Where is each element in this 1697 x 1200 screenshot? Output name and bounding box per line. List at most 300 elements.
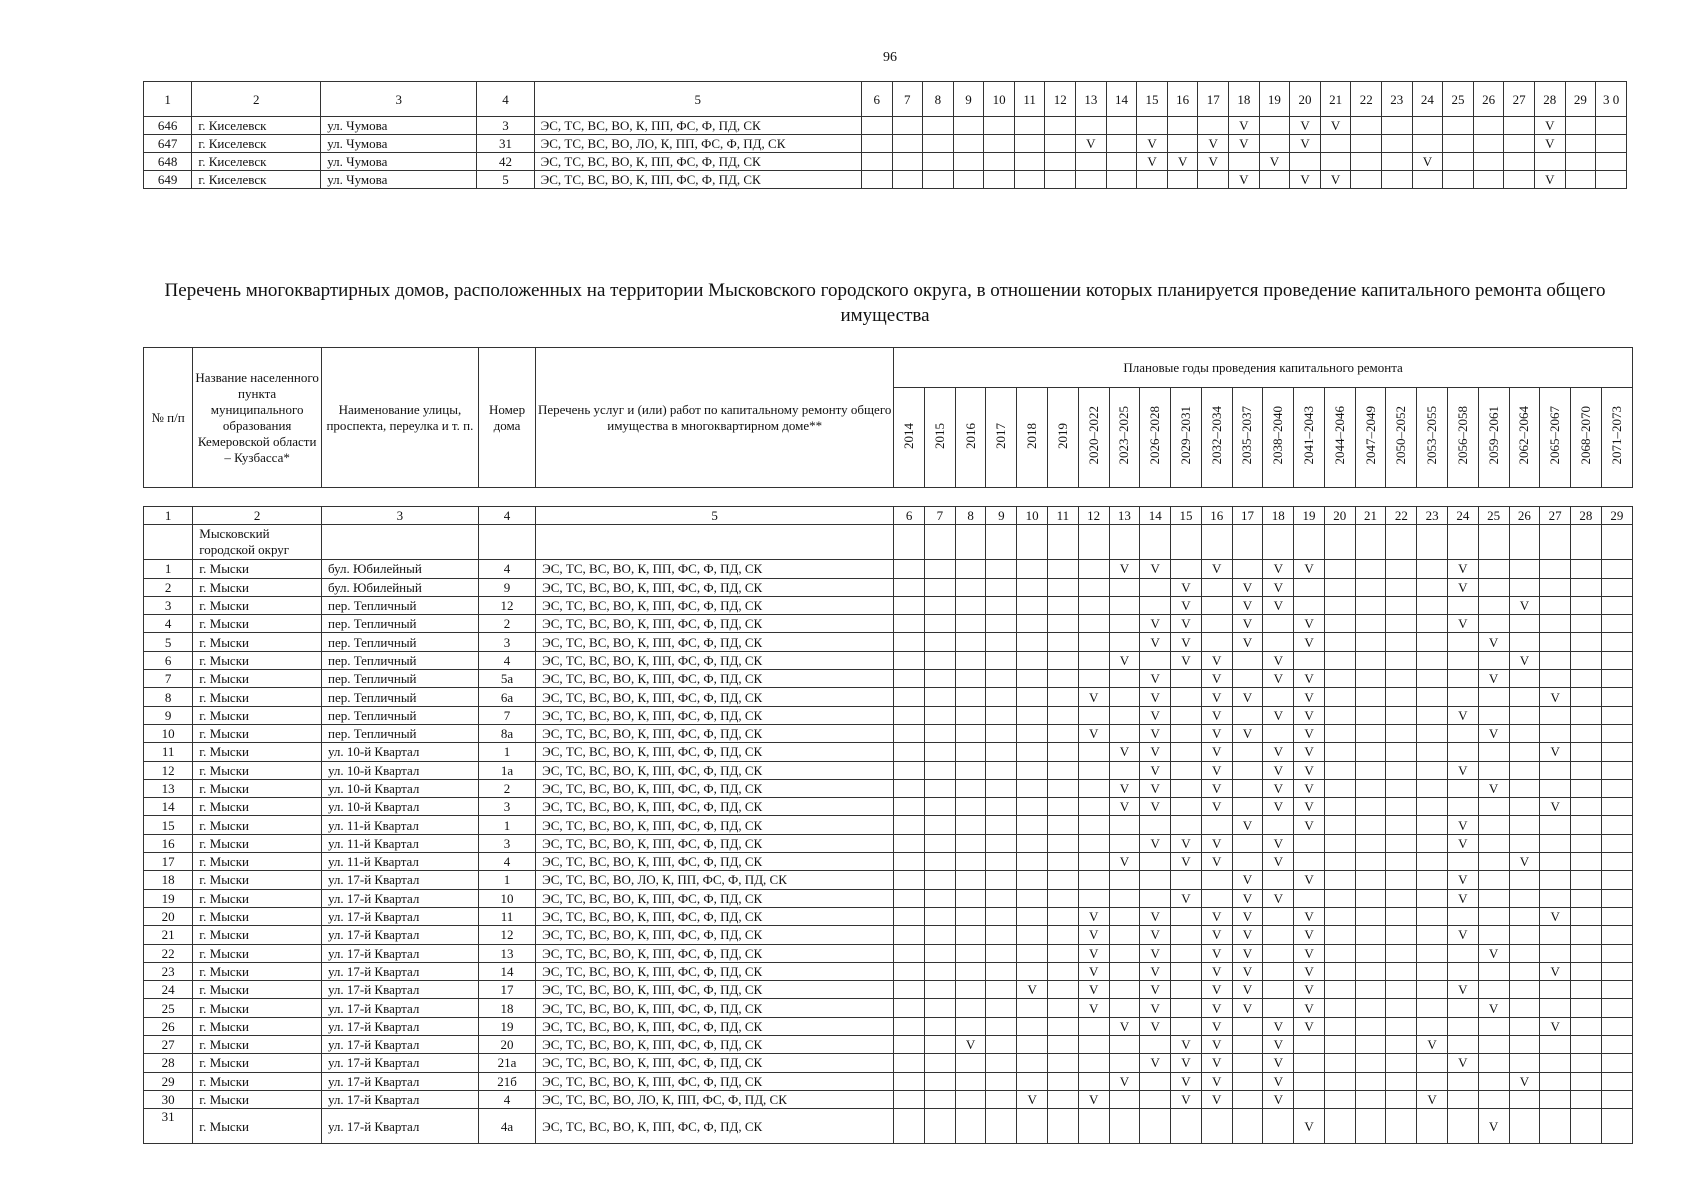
year-cell <box>924 724 955 742</box>
year-cell <box>894 1017 925 1035</box>
year-mark: V <box>1140 944 1171 962</box>
year-cell <box>1417 761 1448 779</box>
row-number: 14 <box>144 798 193 816</box>
year-cell <box>1017 871 1048 889</box>
year-cell <box>1540 779 1571 797</box>
year-cell <box>1232 525 1263 560</box>
city-cell: г. Мыски <box>193 779 322 797</box>
year-cell <box>955 798 986 816</box>
year-cell <box>1386 907 1417 925</box>
year-cell <box>1417 651 1448 669</box>
year-mark: V <box>1198 135 1229 153</box>
table-row <box>144 926 1633 944</box>
year-cell <box>1447 1090 1478 1108</box>
year-cell <box>1601 761 1632 779</box>
year-cell <box>1048 853 1079 871</box>
year-cell <box>953 153 984 171</box>
year-cell <box>1382 153 1413 171</box>
year-cell <box>894 816 925 834</box>
year-mark: V <box>1201 1054 1232 1072</box>
city-cell: г. Киселевск <box>192 117 321 135</box>
city-cell: г. Мыски <box>193 834 322 852</box>
year-mark: V <box>1294 688 1325 706</box>
year-mark: V <box>1140 743 1171 761</box>
year-cell <box>1198 117 1229 135</box>
city-cell: г. Мыски <box>193 761 322 779</box>
year-cell <box>1048 688 1079 706</box>
year-cell <box>1140 578 1171 596</box>
year-cell <box>1232 1036 1263 1054</box>
year-cell <box>1417 1017 1448 1035</box>
year-mark: V <box>1109 1072 1140 1090</box>
year-cell <box>1048 596 1079 614</box>
year-cell <box>1109 578 1140 596</box>
year-mark: V <box>955 1036 986 1054</box>
table-row <box>144 1090 1633 1108</box>
year-cell <box>1571 962 1602 980</box>
year-cell <box>1478 926 1509 944</box>
row-number: 20 <box>144 907 193 925</box>
table-row <box>144 889 1633 907</box>
table-row <box>144 117 1627 135</box>
year-cell <box>1601 724 1632 742</box>
year-cell <box>1386 981 1417 999</box>
table-row <box>144 853 1633 871</box>
year-cell <box>1294 889 1325 907</box>
year-cell <box>1078 1072 1109 1090</box>
year-mark: V <box>1294 633 1325 651</box>
year-mark: V <box>1232 816 1263 834</box>
works-cell: ЭС, ТС, ВС, ВО, К, ПП, ФС, Ф, ПД, СК <box>536 724 894 742</box>
year-cell <box>1294 651 1325 669</box>
year-cell <box>1540 706 1571 724</box>
year-mark: V <box>1232 578 1263 596</box>
year-header <box>1078 388 1109 488</box>
year-cell <box>1048 670 1079 688</box>
column-number: 7 <box>924 507 955 525</box>
year-cell <box>1540 1054 1571 1072</box>
year-cell <box>1478 871 1509 889</box>
year-cell <box>1048 560 1079 578</box>
year-mark: V <box>1078 926 1109 944</box>
year-cell <box>1324 816 1355 834</box>
year-cell <box>1417 889 1448 907</box>
year-cell <box>1167 171 1198 189</box>
year-mark: V <box>1076 135 1107 153</box>
year-cell <box>955 926 986 944</box>
year-cell <box>924 688 955 706</box>
year-cell <box>1078 525 1109 560</box>
year-mark: V <box>1447 560 1478 578</box>
year-mark: V <box>1534 135 1565 153</box>
year-cell <box>1078 1054 1109 1072</box>
year-cell <box>986 670 1017 688</box>
section-title: Перечень многоквартирных домов, расположенных на территории Мысковского городского округа, в отношении которых планируется проведение капитального ремонта общего имущества <box>164 280 1606 326</box>
year-cell <box>955 816 986 834</box>
street-cell: ул. 11-й Квартал <box>321 834 478 852</box>
year-header <box>1355 388 1386 488</box>
year-cell <box>1324 761 1355 779</box>
year-mark: V <box>1140 706 1171 724</box>
city-cell: г. Мыски <box>193 651 322 669</box>
year-cell <box>1540 871 1571 889</box>
year-mark: V <box>1478 670 1509 688</box>
year-cell <box>1386 1054 1417 1072</box>
street-cell: ул. 17-й Квартал <box>321 1054 478 1072</box>
year-mark: V <box>1232 889 1263 907</box>
column-number: 22 <box>1351 82 1382 117</box>
table-row <box>144 615 1633 633</box>
column-number: 5 <box>536 507 894 525</box>
year-cell <box>1540 1036 1571 1054</box>
year-cell <box>1601 651 1632 669</box>
year-cell <box>1201 816 1232 834</box>
year-cell <box>1447 525 1478 560</box>
street-cell: ул. Чумова <box>321 171 477 189</box>
house-cell: 3 <box>478 798 535 816</box>
street-cell: ул. 17-й Квартал <box>321 981 478 999</box>
table-row <box>144 1036 1633 1054</box>
year-cell <box>1540 1090 1571 1108</box>
year-mark: V <box>1294 1017 1325 1035</box>
year-cell <box>1232 853 1263 871</box>
year-cell <box>1447 633 1478 651</box>
year-cell <box>1078 615 1109 633</box>
year-header <box>1478 388 1509 488</box>
year-cell <box>1473 171 1504 189</box>
year-mark: V <box>1201 944 1232 962</box>
year-cell <box>1417 853 1448 871</box>
year-mark: V <box>1201 560 1232 578</box>
year-cell <box>955 761 986 779</box>
year-cell <box>894 999 925 1017</box>
table-row <box>144 816 1633 834</box>
year-cell <box>1540 724 1571 742</box>
column-number: 9 <box>953 82 984 117</box>
year-cell <box>924 761 955 779</box>
works-cell: ЭС, ТС, ВС, ВО, К, ПП, ФС, Ф, ПД, СК <box>536 962 894 980</box>
year-cell <box>1386 816 1417 834</box>
year-mark: V <box>1263 706 1294 724</box>
row-number: 31 <box>144 1109 193 1144</box>
year-cell <box>1294 578 1325 596</box>
year-cell <box>1324 743 1355 761</box>
street-cell: ул. 11-й Квартал <box>321 853 478 871</box>
row-number: 11 <box>144 743 193 761</box>
year-cell <box>1048 706 1079 724</box>
house-cell: 5 <box>477 171 534 189</box>
house-cell: 13 <box>478 944 535 962</box>
year-cell <box>1017 688 1048 706</box>
row-number: 647 <box>144 135 192 153</box>
year-cell <box>1478 743 1509 761</box>
year-label: 2044–2046 <box>1331 406 1347 465</box>
year-cell <box>1014 153 1045 171</box>
page-number: 96 <box>883 50 897 65</box>
year-cell <box>1109 761 1140 779</box>
year-cell <box>1417 706 1448 724</box>
row-number: 6 <box>144 651 193 669</box>
year-mark: V <box>1294 615 1325 633</box>
year-header <box>1171 388 1202 488</box>
year-header <box>1509 388 1540 488</box>
year-mark: V <box>1232 926 1263 944</box>
year-cell <box>1571 1109 1602 1144</box>
year-cell <box>986 743 1017 761</box>
year-cell <box>1324 651 1355 669</box>
year-cell <box>1171 670 1202 688</box>
year-mark: V <box>1140 670 1171 688</box>
year-mark: V <box>1140 1054 1171 1072</box>
year-mark: V <box>1109 651 1140 669</box>
year-mark: V <box>1263 1054 1294 1072</box>
year-mark: V <box>1171 1072 1202 1090</box>
column-number: 3 <box>321 82 477 117</box>
year-cell <box>1509 779 1540 797</box>
year-cell <box>953 135 984 153</box>
column-number: 24 <box>1412 82 1443 117</box>
year-cell <box>1106 153 1137 171</box>
city-cell: г. Киселевск <box>192 135 321 153</box>
year-cell <box>1417 688 1448 706</box>
year-mark: V <box>1294 560 1325 578</box>
year-cell <box>1017 944 1048 962</box>
year-cell <box>924 1072 955 1090</box>
year-label: 2015 <box>931 422 947 449</box>
year-cell <box>1017 1109 1048 1144</box>
year-cell <box>1140 1036 1171 1054</box>
header-years-group: Плановые годы проведения капитального ремонта <box>894 348 1633 388</box>
house-cell: 42 <box>477 153 534 171</box>
year-cell <box>986 706 1017 724</box>
house-cell: 8а <box>478 724 535 742</box>
year-cell <box>1355 1017 1386 1035</box>
year-cell <box>1324 1054 1355 1072</box>
house-cell: 2 <box>478 779 535 797</box>
year-label: 2053–2055 <box>1424 406 1440 465</box>
year-cell <box>1355 724 1386 742</box>
year-cell <box>1109 871 1140 889</box>
year-mark: V <box>1232 981 1263 999</box>
year-cell <box>1171 1109 1202 1144</box>
year-cell <box>1017 560 1048 578</box>
works-cell: ЭС, ТС, ВС, ВО, К, ПП, ФС, Ф, ПД, СК <box>536 761 894 779</box>
year-cell <box>1601 743 1632 761</box>
year-cell <box>1259 171 1290 189</box>
year-cell <box>1045 117 1076 135</box>
year-cell <box>1509 834 1540 852</box>
year-cell <box>1017 651 1048 669</box>
year-cell <box>1412 117 1443 135</box>
year-label: 2035–2037 <box>1239 406 1255 465</box>
house-cell: 7 <box>478 706 535 724</box>
year-cell <box>1509 907 1540 925</box>
year-cell <box>1386 798 1417 816</box>
year-cell <box>1137 117 1168 135</box>
city-cell: г. Киселевск <box>192 153 321 171</box>
year-mark: V <box>1447 981 1478 999</box>
year-label: 2026–2028 <box>1147 406 1163 465</box>
table-row <box>144 798 1633 816</box>
year-cell <box>1017 999 1048 1017</box>
year-cell <box>1386 615 1417 633</box>
year-cell <box>1109 926 1140 944</box>
column-number: 17 <box>1232 507 1263 525</box>
table-row <box>144 171 1627 189</box>
year-cell <box>1171 743 1202 761</box>
year-label: 2029–2031 <box>1177 406 1193 465</box>
year-mark: V <box>1447 761 1478 779</box>
year-cell <box>894 907 925 925</box>
year-cell <box>1140 1090 1171 1108</box>
city-cell: г. Мыски <box>193 907 322 925</box>
year-cell <box>1048 615 1079 633</box>
year-cell <box>1140 596 1171 614</box>
year-cell <box>1109 962 1140 980</box>
house-cell: 1 <box>478 743 535 761</box>
year-cell <box>1447 724 1478 742</box>
year-cell <box>1601 907 1632 925</box>
column-number: 22 <box>1386 507 1417 525</box>
year-cell <box>1232 761 1263 779</box>
year-mark: V <box>1201 1017 1232 1035</box>
year-cell <box>1048 962 1079 980</box>
house-cell: 5а <box>478 670 535 688</box>
row-number: 27 <box>144 1036 193 1054</box>
year-cell <box>861 117 892 135</box>
year-cell <box>1048 999 1079 1017</box>
year-cell <box>1386 706 1417 724</box>
year-cell <box>894 871 925 889</box>
table-row <box>144 1109 1633 1144</box>
year-cell <box>1355 871 1386 889</box>
year-mark: V <box>1263 1090 1294 1108</box>
year-cell <box>1263 633 1294 651</box>
year-cell <box>1478 1036 1509 1054</box>
year-cell <box>1540 633 1571 651</box>
works-cell: ЭС, ТС, ВС, ВО, К, ПП, ФС, Ф, ПД, СК <box>536 1036 894 1054</box>
year-mark: V <box>1447 1054 1478 1072</box>
year-cell <box>1596 153 1627 171</box>
year-cell <box>1048 1109 1079 1144</box>
year-label: 2023–2025 <box>1116 406 1132 465</box>
column-number: 6 <box>894 507 925 525</box>
year-cell <box>984 117 1015 135</box>
year-header <box>1201 388 1232 488</box>
year-cell <box>1045 135 1076 153</box>
year-mark: V <box>1232 615 1263 633</box>
year-cell <box>1601 615 1632 633</box>
column-number: 18 <box>1229 82 1260 117</box>
header-house: Номер дома <box>478 348 535 488</box>
year-cell <box>1017 962 1048 980</box>
year-cell <box>955 651 986 669</box>
year-cell <box>1478 761 1509 779</box>
column-number-row <box>144 507 1633 525</box>
year-cell <box>1048 1072 1079 1090</box>
year-cell <box>1417 633 1448 651</box>
year-cell <box>1571 981 1602 999</box>
year-mark: V <box>1137 135 1168 153</box>
year-label: 2032–2034 <box>1208 406 1224 465</box>
year-mark: V <box>1078 1090 1109 1108</box>
year-cell <box>1048 779 1079 797</box>
works-cell: ЭС, ТС, ВС, ВО, К, ПП, ФС, Ф, ПД, СК <box>534 153 861 171</box>
year-cell <box>1504 153 1535 171</box>
year-mark: V <box>1201 651 1232 669</box>
year-cell <box>1355 889 1386 907</box>
table-row <box>144 1017 1633 1035</box>
year-cell <box>1017 633 1048 651</box>
city-cell: г. Мыски <box>193 578 322 596</box>
year-mark: V <box>1509 596 1540 614</box>
year-cell <box>894 670 925 688</box>
year-cell <box>1540 615 1571 633</box>
year-cell <box>1478 1017 1509 1035</box>
city-cell: г. Мыски <box>193 1090 322 1108</box>
year-cell <box>1109 633 1140 651</box>
year-cell <box>1355 761 1386 779</box>
year-cell <box>924 578 955 596</box>
year-cell <box>1014 117 1045 135</box>
street-cell: ул. 17-й Квартал <box>321 1090 478 1108</box>
year-mark: V <box>1140 560 1171 578</box>
year-mark: V <box>1294 962 1325 980</box>
year-cell <box>1048 834 1079 852</box>
year-cell <box>894 1090 925 1108</box>
year-cell <box>1478 560 1509 578</box>
year-cell <box>1478 615 1509 633</box>
year-cell <box>986 981 1017 999</box>
year-mark: V <box>1232 596 1263 614</box>
year-cell <box>1601 1054 1632 1072</box>
year-cell <box>1355 816 1386 834</box>
year-mark: V <box>1171 889 1202 907</box>
year-cell <box>1048 907 1079 925</box>
year-cell <box>892 135 923 153</box>
year-mark: V <box>1201 926 1232 944</box>
year-cell <box>1201 596 1232 614</box>
year-cell <box>1078 834 1109 852</box>
year-cell <box>1017 724 1048 742</box>
year-cell <box>861 171 892 189</box>
house-cell: 12 <box>478 926 535 944</box>
table-row <box>144 578 1633 596</box>
year-cell <box>986 615 1017 633</box>
year-cell <box>1320 153 1351 171</box>
works-cell: ЭС, ТС, ВС, ВО, К, ПП, ФС, Ф, ПД, СК <box>534 171 861 189</box>
year-cell <box>1509 578 1540 596</box>
year-cell <box>1571 560 1602 578</box>
city-cell: г. Мыски <box>193 926 322 944</box>
year-mark: V <box>1263 798 1294 816</box>
year-cell <box>1386 926 1417 944</box>
year-cell <box>1417 743 1448 761</box>
house-cell: 2 <box>478 615 535 633</box>
year-cell <box>1509 798 1540 816</box>
year-cell <box>1443 171 1474 189</box>
year-mark: V <box>1201 761 1232 779</box>
year-cell <box>1386 871 1417 889</box>
year-cell <box>1232 1072 1263 1090</box>
year-cell <box>1324 633 1355 651</box>
year-cell <box>894 596 925 614</box>
row-number: 26 <box>144 1017 193 1035</box>
year-cell <box>1229 153 1260 171</box>
year-cell <box>1232 779 1263 797</box>
year-cell <box>1417 1072 1448 1090</box>
year-mark: V <box>1534 117 1565 135</box>
